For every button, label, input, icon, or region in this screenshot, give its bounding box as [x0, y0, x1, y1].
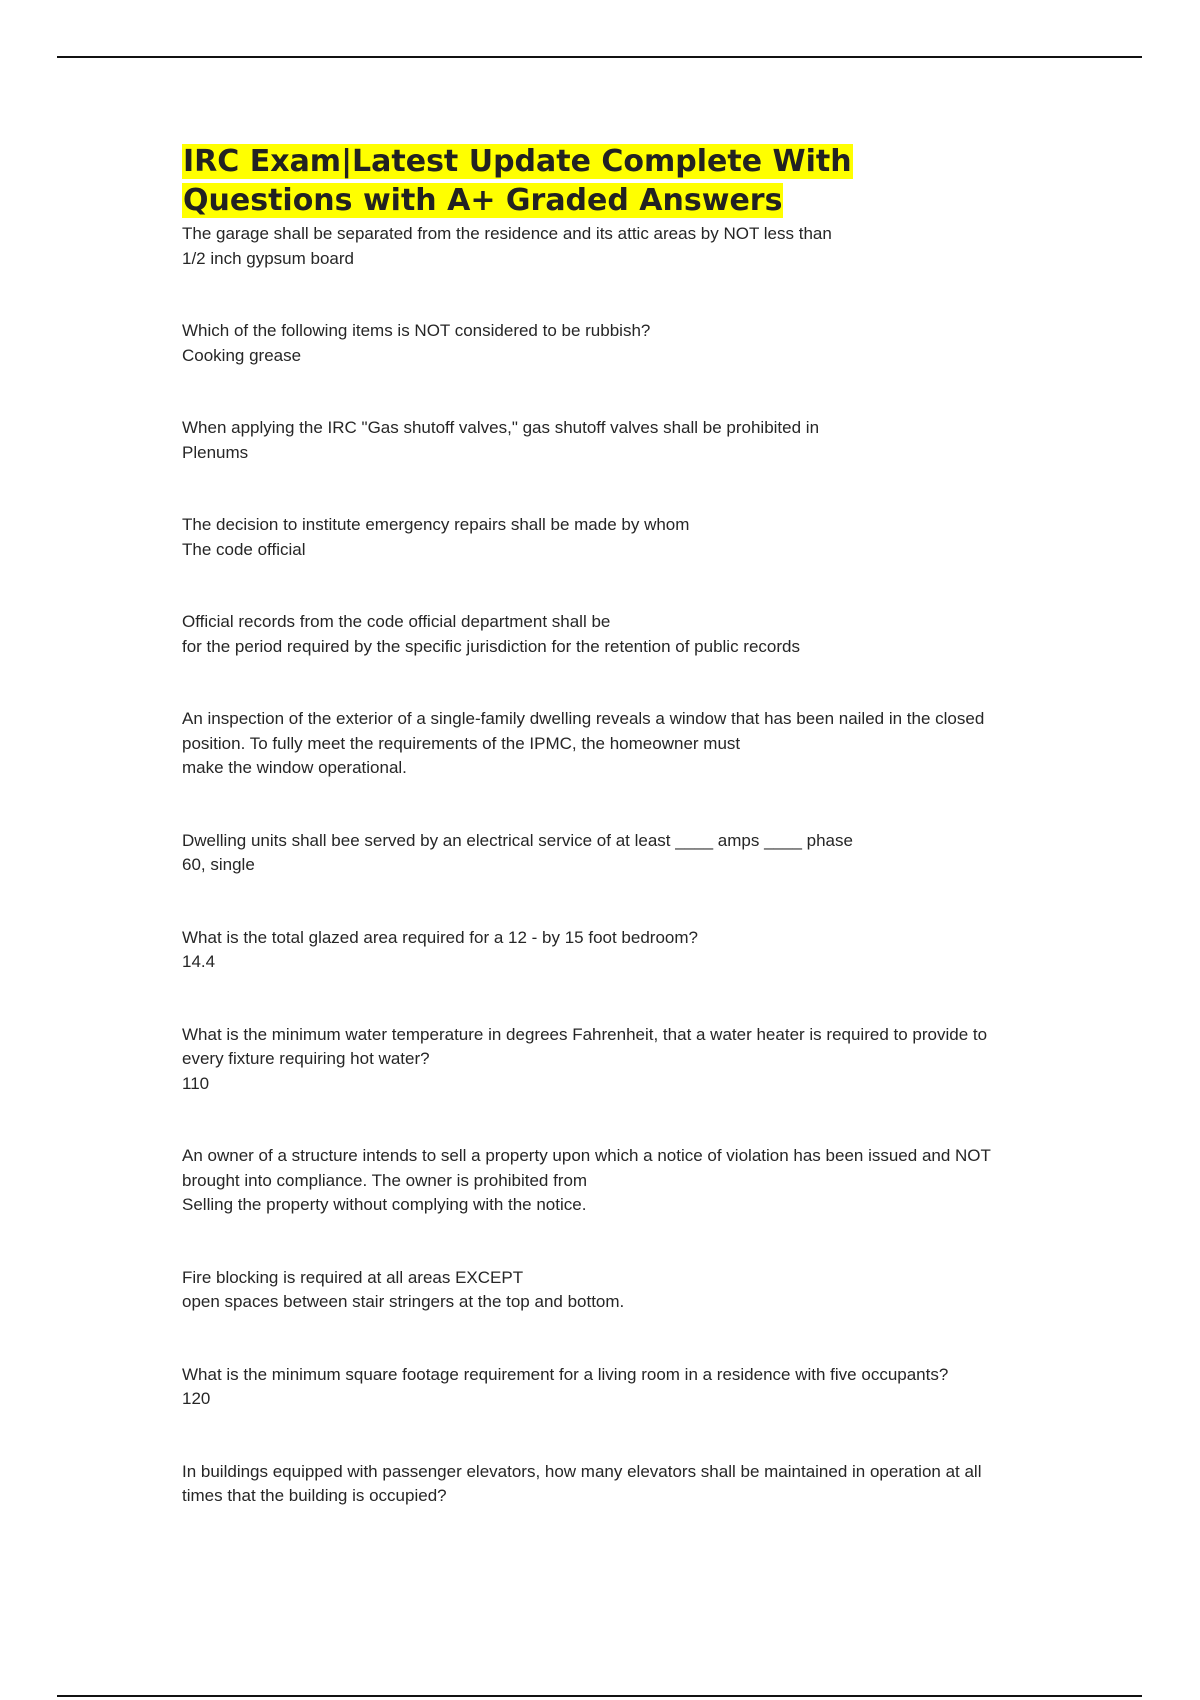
answer-text: Selling the property without complying with the notice.	[182, 1195, 587, 1214]
answer-text: make the window operational.	[182, 758, 407, 777]
question-text: What is the total glazed area required for a 12 - by 15 foot bedroom?	[182, 927, 698, 947]
question-text: When applying the IRC "Gas shutoff valves," gas shutoff valves shall be prohibited in	[182, 418, 820, 437]
qa-item	[182, 1144, 1042, 1218]
question-text: An inspection of the exterior of a single-family dwelling reveals a window that has been nailed in the closed position. To fully meet the requirements of the IPMC, the homeowner must	[182, 709, 985, 753]
answer-text: for the period required by the specific jurisdiction for the retention of public records	[182, 636, 800, 656]
answer-text: 1/2 inch gypsum board	[182, 248, 354, 268]
answer-text: 60, single	[182, 855, 255, 874]
qa-item	[182, 1460, 1042, 1509]
question-text: Dwelling units shall bee served by an electrical service of at least ____ amps ____ phase	[182, 830, 853, 850]
question-text: An owner of a structure intends to sell a property upon which a notice of violation has been issued and NOT brought into compliance. The owner is prohibited from	[182, 1146, 991, 1190]
question-text: In buildings equipped with passenger elevators, how many elevators shall be maintained in operation at all times that the building is occupied?	[182, 1461, 982, 1505]
qa-item	[182, 513, 1042, 562]
question-text: The garage shall be separated from the residence and its attic areas by NOT less than	[182, 224, 832, 243]
qa-item	[182, 707, 1042, 781]
answer-text: Cooking grease	[182, 345, 302, 365]
title-highlight: IRC Exam|Latest Update Complete With Questions with A+ Graded Answers	[183, 144, 852, 218]
question-text: The decision to institute emergency repairs shall be made by whom	[182, 515, 690, 534]
answer-text: 120	[182, 1389, 211, 1408]
qa-item	[182, 1363, 1042, 1412]
answer-text: The code official	[182, 539, 306, 559]
qa-item	[182, 1266, 1042, 1315]
question-text: Fire blocking is required at all areas EXCEPT	[182, 1267, 524, 1287]
answer-text: 110	[182, 1073, 210, 1093]
document-title	[182, 142, 872, 220]
bottom-rule	[57, 1695, 1142, 1697]
qa-item	[182, 319, 1042, 368]
answer-text: open spaces between stair stringers at the top and bottom.	[182, 1292, 625, 1311]
qa-item	[182, 222, 1042, 271]
question-text: What is the minimum square footage requirement for a living room in a residence with five occupants?	[182, 1364, 949, 1384]
qa-list	[182, 222, 1042, 1509]
answer-text: 14.4	[182, 952, 216, 971]
qa-item	[182, 610, 1042, 659]
answer-text: Plenums	[182, 442, 249, 462]
qa-item	[182, 1023, 1042, 1097]
top-rule	[57, 56, 1142, 58]
question-text: Official records from the code official department shall be	[182, 612, 611, 631]
question-text: What is the minimum water temperature in degrees Fahrenheit, that a water heater is required to provide to every fixture requiring hot water?	[182, 1024, 988, 1068]
qa-item	[182, 829, 1042, 878]
document-body	[182, 142, 1042, 1509]
qa-item	[182, 926, 1042, 975]
question-text: Which of the following items is NOT considered to be rubbish?	[182, 321, 651, 340]
qa-item	[182, 416, 1042, 465]
